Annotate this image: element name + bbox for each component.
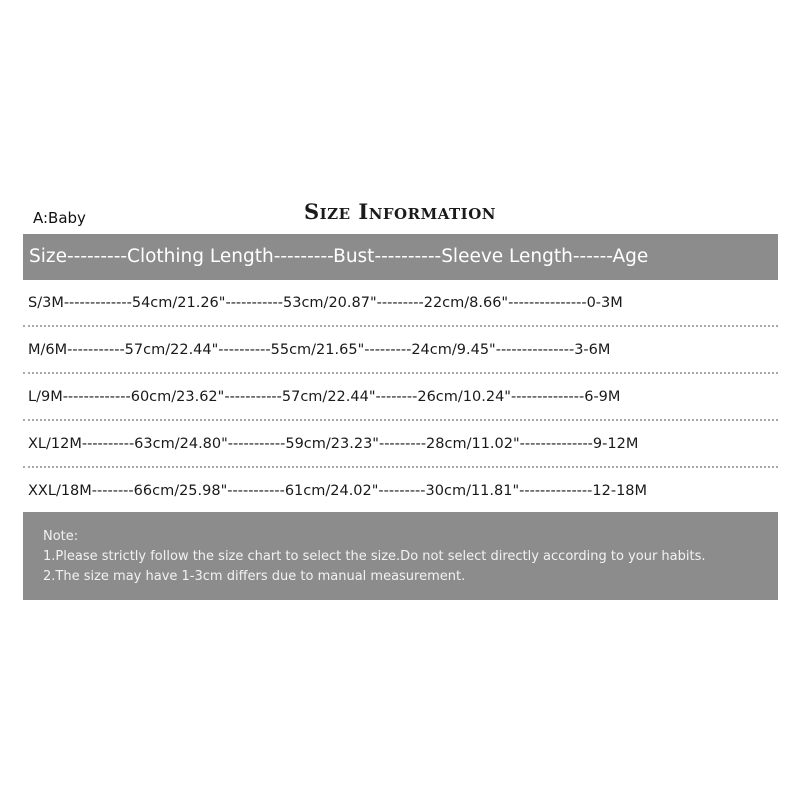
size-row-l-9m: L/9M-------------60cm/23.62"-----------57cm/22.44"--------26cm/10.24"--------------6-9M (23, 374, 778, 421)
size-table-header: Size---------Clothing Length---------Bust----------Sleeve Length------Age (23, 234, 778, 280)
note-heading: Note: (43, 529, 79, 544)
note-line-1: 1.Please strictly follow the size chart to select the size.Do not select directly according to your habits. (43, 549, 706, 564)
size-row-m-6m: M/6M-----------57cm/22.44"----------55cm/21.65"---------24cm/9.45"---------------3-6M (23, 327, 778, 374)
size-row-s-3m: S/3M-------------54cm/21.26"-----------53cm/20.87"---------22cm/8.66"---------------0-3M (23, 280, 778, 327)
category-label: A:Baby (33, 209, 86, 227)
note-line-2: 2.The size may have 1-3cm differs due to manual measurement. (43, 569, 466, 584)
size-row-xxl-18m: XXL/18M--------66cm/25.98"-----------61cm/24.02"---------30cm/11.81"--------------12-18M (28, 483, 648, 499)
note-box (23, 512, 778, 600)
page-title: Size Information (304, 199, 496, 224)
size-row-xl-12m: XL/12M----------63cm/24.80"-----------59cm/23.23"---------28cm/11.02"--------------9-12M (23, 421, 778, 468)
size-table-body (23, 280, 778, 515)
